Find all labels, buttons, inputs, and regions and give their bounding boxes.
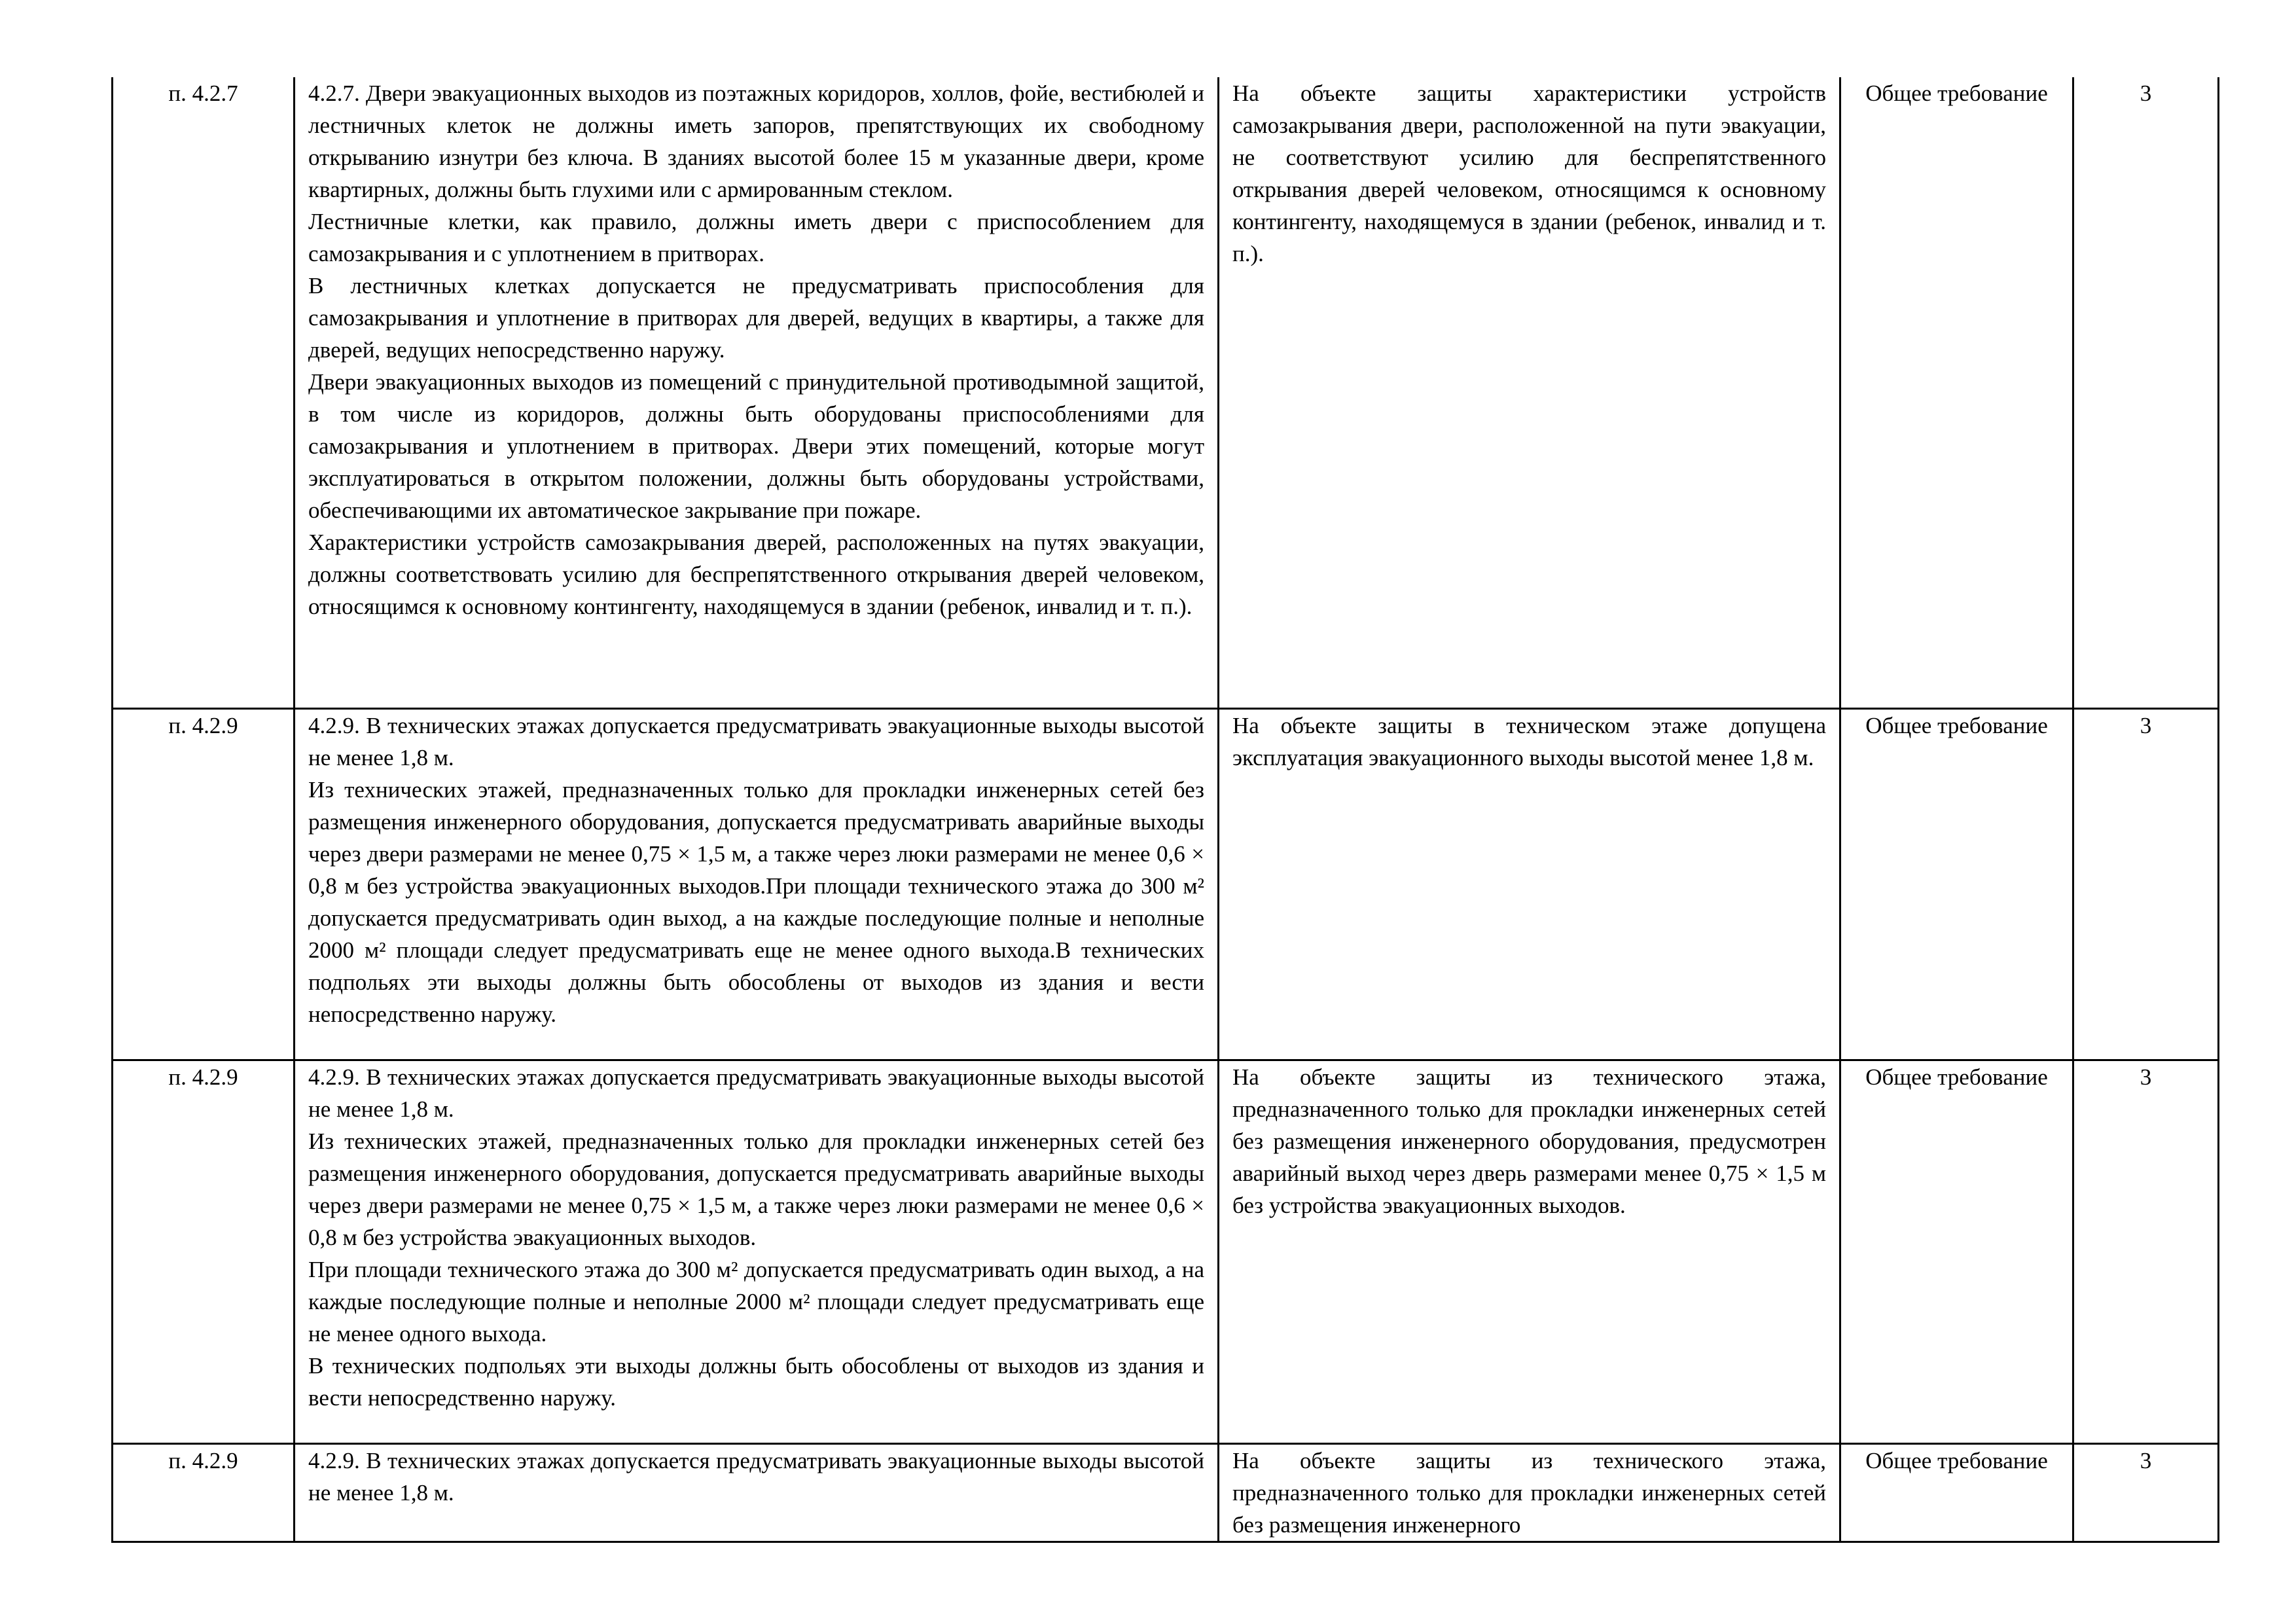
requirement-cell <box>295 1443 1219 1542</box>
violation-cell <box>1219 1443 1840 1542</box>
requirement-paragraph: 4.2.9. В технических этажах допускается предусматривать эвакуационные выходы высотой не менее 1,8 м. <box>308 1064 1204 1122</box>
requirement-cell <box>295 1060 1219 1443</box>
requirement-paragraph: Лестничные клетки, как правило, должны иметь двери с приспособлением для самозакрывания и с уплотнением в притворах. <box>308 209 1204 266</box>
requirement-type-cell: Общее требование <box>1840 1060 2073 1443</box>
requirement-type-cell: Общее требование <box>1840 77 2073 708</box>
requirement-paragraph: 4.2.9. В технических этажах допускается предусматривать эвакуационные выходы высотой не менее 1,8 м. <box>308 1447 1204 1506</box>
clause-cell: п. 4.2.9 <box>113 1060 295 1443</box>
table-row <box>113 708 2219 1060</box>
table-row <box>113 77 2219 708</box>
clause-cell: п. 4.2.7 <box>113 77 295 708</box>
table-row <box>113 1443 2219 1542</box>
requirement-paragraph: Из технических этажей, предназначенных только для прокладки инженерных сетей без размещения инженерного оборудования, допускается предусматривать аварийные выходы через двери размерами не менее 0,75 × 1,5 м, а также через люки размерами не менее 0,6 × 0,8 м без устройства эвакуационных выходов.При площади технического этажа до 300 м² допускается предусматривать один выход, а на каждые последующие полные и неполные 2000 м² площади следует предусматривать еще не менее одного выхода.В технических подпольях эти выходы должны быть обособлены от выходов из здания и вести непосредственно наружу. <box>308 776 1204 1027</box>
violation-cell <box>1219 1060 1840 1443</box>
number-cell: 3 <box>2073 77 2219 708</box>
requirement-paragraph: Из технических этажей, предназначенных только для прокладки инженерных сетей без размещения инженерного оборудования, допускается предусматривать аварийные выходы через двери размерами не менее 0,75 × 1,5 м, а также через люки размерами не менее 0,6 × 0,8 м без устройства эвакуационных выходов. <box>308 1128 1204 1250</box>
requirement-paragraph: Характеристики устройств самозакрывания дверей, расположенных на путях эвакуации, должны соответствовать усилию для беспрепятственного открывания дверей человеком, относящимся к основному контингенту, находящемуся в здании (ребенок, инвалид и т. п.). <box>308 530 1204 619</box>
requirement-paragraph: В лестничных клетках допускается не предусматривать приспособления для самозакрывания и уплотнение в притворах для дверей, ведущих в квартиры, а также для дверей, ведущих непосредственно наружу. <box>308 273 1204 363</box>
violation-text: На объекте защиты характеристики устройств самозакрывания двери, расположенной на пути эвакуации, не соответствуют усилию для беспрепятственного открывания дверей человеком, относящимся к основному контингенту, находящемуся в здании (ребенок, инвалид и т. п.). <box>1232 81 1826 266</box>
requirement-type-cell: Общее требование <box>1840 1443 2073 1542</box>
table-row <box>113 1060 2219 1443</box>
requirement-cell <box>295 77 1219 708</box>
violation-cell <box>1219 77 1840 708</box>
requirement-paragraph: 4.2.9. В технических этажах допускается предусматривать эвакуационные выходы высотой не менее 1,8 м. <box>308 712 1204 770</box>
violation-text: На объекте защиты из технического этажа, предназначенного только для прокладки инженерных сетей без размещения инженерного оборудования, предусмотрен аварийный выход через дверь размерами менее 0,75 × 1,5 м без устройства эвакуационных выходов. <box>1232 1064 1826 1218</box>
violation-cell <box>1219 708 1840 1060</box>
clause-cell: п. 4.2.9 <box>113 708 295 1060</box>
requirement-paragraph: Двери эвакуационных выходов из помещений с принудительной противодымной защитой, в том числе из коридоров, должны быть оборудованы приспособлениями для самозакрывания и уплотнением в притворах. Двери этих помещений, которые могут эксплуатироваться в открытом положении, должны быть оборудованы устройствами, обеспечивающими их автоматическое закрывание при пожаре. <box>308 369 1204 523</box>
number-cell: 3 <box>2073 1443 2219 1542</box>
number-cell: 3 <box>2073 1060 2219 1443</box>
requirement-cell <box>295 708 1219 1060</box>
requirement-paragraph: 4.2.7. Двери эвакуационных выходов из поэтажных коридоров, холлов, фойе, вестибюлей и лестничных клеток не должны иметь запоров, препятствующих их свободному открыванию изнутри без ключа. В зданиях высотой более 15 м указанные двери, кроме квартирных, должны быть глухими или с армированным стеклом. <box>308 81 1204 202</box>
requirement-type-cell: Общее требование <box>1840 708 2073 1060</box>
violation-text: На объекте защиты в техническом этаже допущена эксплуатация эвакуационного выходы высотой менее 1,8 м. <box>1232 712 1826 770</box>
requirement-paragraph: При площади технического этажа до 300 м² допускается предусматривать один выход, а на каждые последующие полные и неполные 2000 м² площади следует предусматривать еще не менее одного выхода. <box>308 1256 1204 1346</box>
requirements-table <box>111 77 2219 1543</box>
clause-cell: п. 4.2.9 <box>113 1443 295 1542</box>
violation-text: На объекте защиты из технического этажа, предназначенного только для прокладки инженерных сетей без размещения инженерного <box>1232 1447 1826 1538</box>
number-cell: 3 <box>2073 708 2219 1060</box>
requirement-paragraph: В технических подпольях эти выходы должны быть обособлены от выходов из здания и вести непосредственно наружу. <box>308 1352 1204 1411</box>
